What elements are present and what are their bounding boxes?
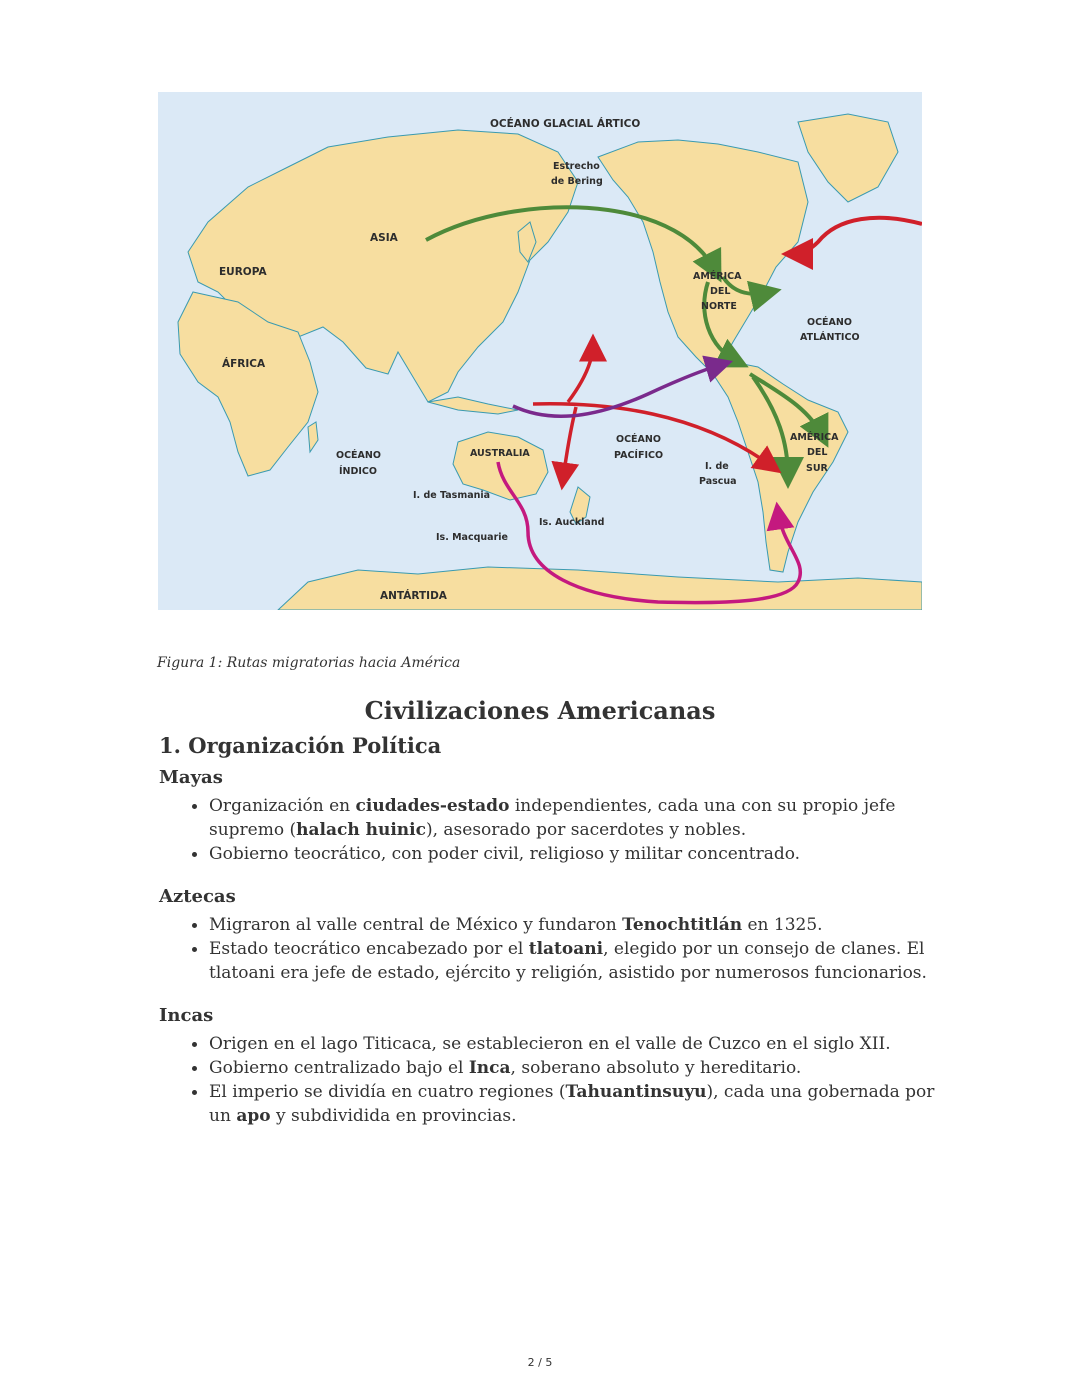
- label-na-2: DEL: [710, 286, 731, 297]
- label-asia: ASIA: [370, 232, 398, 244]
- label-arctic: OCÉANO GLACIAL ÁRTICO: [490, 118, 641, 130]
- list-item: [209, 1080, 939, 1128]
- text-span: Origen en el lago Titicaca, se establecieron en el valle de Cuzco en el siglo XII.: [209, 1034, 891, 1054]
- bold-term: ciudades-estado: [355, 796, 510, 816]
- bold-term: halach huinic: [296, 820, 426, 840]
- label-europa: EUROPA: [219, 266, 267, 278]
- mayas-list: [185, 794, 939, 866]
- label-ind-1: OCÉANO: [336, 450, 381, 461]
- bold-term: Tenochtitlán: [622, 915, 743, 935]
- text-span: Gobierno centralizado bajo el: [209, 1058, 469, 1078]
- label-pascua-1: I. de: [705, 461, 729, 472]
- bold-term: Tahuantinsuyu: [565, 1082, 707, 1102]
- list-item: [209, 1056, 939, 1080]
- list-item: [209, 794, 939, 842]
- label-na-3: NORTE: [701, 301, 737, 312]
- label-bering-2: de Bering: [551, 176, 603, 187]
- text-span: Gobierno teocrático, con poder civil, religioso y militar concentrado.: [209, 844, 801, 864]
- text-span: ), cada una gobernada por un: [209, 1082, 935, 1126]
- text-span: , soberano absoluto y hereditario.: [510, 1058, 802, 1078]
- label-ind-2: ÍNDICO: [339, 466, 377, 477]
- incas-list: [185, 1032, 939, 1128]
- label-pac-1: OCÉANO: [616, 434, 661, 445]
- label-tasmania: I. de Tasmania: [413, 490, 491, 501]
- document-title: Civilizaciones Americanas: [364, 696, 716, 725]
- list-item: [209, 1032, 939, 1056]
- bold-term: Inca: [468, 1058, 511, 1078]
- label-bering-1: Estrecho: [553, 161, 600, 172]
- text-span: Organización en: [209, 796, 356, 816]
- label-antartida: ANTÁRTIDA: [380, 590, 447, 602]
- mayas-heading: Mayas: [159, 767, 223, 788]
- label-na-1: AMÉRICA: [693, 271, 742, 282]
- text-span: , elegido por un consejo de clanes. El tlatoani era jefe de estado, ejército y religión, asistido por numerosos funcionarios.: [209, 939, 927, 983]
- text-span: y subdividida en provincias.: [270, 1106, 517, 1126]
- text-span: independientes, cada una con su propio jefe supremo (: [209, 796, 896, 840]
- label-sa-3: SUR: [806, 463, 828, 474]
- world-map-svg: [158, 92, 922, 610]
- text-span: Migraron al valle central de México y fundaron: [209, 915, 623, 935]
- label-atl-2: ATLÁNTICO: [800, 332, 860, 343]
- label-sa-2: DEL: [807, 447, 828, 458]
- list-item: [209, 937, 939, 985]
- bold-term: apo: [236, 1106, 271, 1126]
- aztecas-heading: Aztecas: [159, 886, 236, 907]
- label-auckland: Is. Auckland: [539, 517, 605, 528]
- text-span: El imperio se dividía en cuatro regiones (: [209, 1082, 566, 1102]
- bold-term: tlatoani: [528, 939, 604, 959]
- label-sa-1: AMÉRICA: [790, 432, 839, 443]
- label-australia: AUSTRALIA: [470, 448, 530, 459]
- list-item: [209, 913, 939, 937]
- label-atl-1: OCÉANO: [807, 317, 852, 328]
- aztecas-list: [185, 913, 939, 985]
- list-item: [209, 842, 939, 866]
- page-number: 2 / 5: [527, 1356, 553, 1369]
- text-span: en 1325.: [742, 915, 823, 935]
- figure-caption: Figura 1: Rutas migratorias hacia América: [157, 655, 461, 671]
- section-heading: 1. Organización Política: [159, 733, 442, 758]
- text-span: ), asesorado por sacerdotes y nobles.: [425, 820, 747, 840]
- migration-map: [158, 92, 922, 610]
- label-pac-2: PACÍFICO: [614, 450, 664, 461]
- incas-heading: Incas: [159, 1005, 214, 1026]
- label-pascua-2: Pascua: [699, 476, 737, 487]
- text-span: Estado teocrático encabezado por el: [209, 939, 529, 959]
- label-africa: ÁFRICA: [222, 358, 266, 370]
- label-macquarie: Is. Macquarie: [436, 532, 508, 543]
